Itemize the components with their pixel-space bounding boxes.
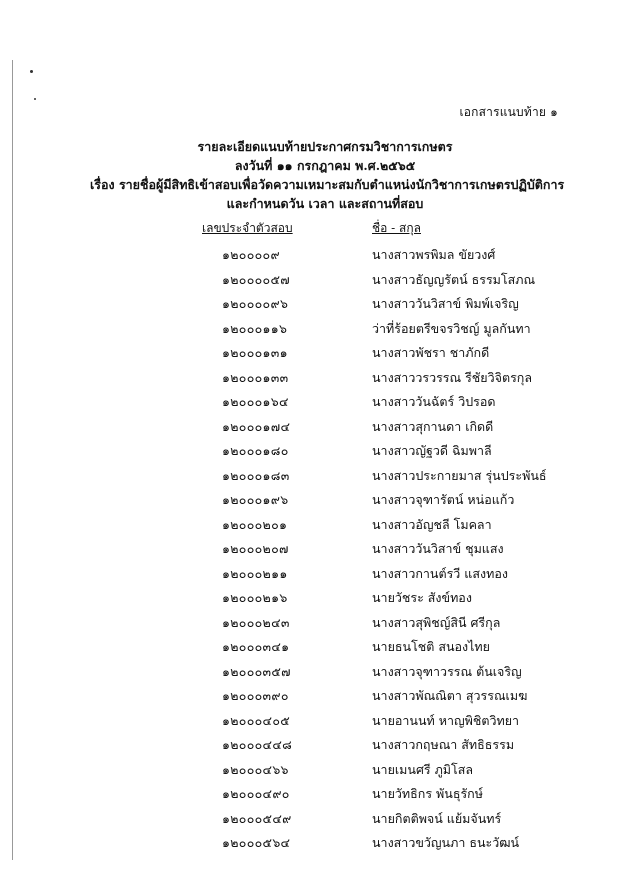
candidate-name: นางสาวอัญชลี โมคลา: [372, 516, 492, 532]
exam-code: ๑๒๐๐๐๕๖๔: [222, 835, 291, 850]
exam-code: ๑๒๐๐๐๒๐๗: [222, 541, 289, 556]
exam-code: ๑๒๐๐๐๒๔๓: [222, 614, 290, 630]
list-item: [0, 662, 632, 687]
exam-code: ๑๒๐๐๐๔๙๐: [222, 786, 290, 801]
candidate-name: นายวัทธิกร พันธุรักษ์: [372, 786, 483, 801]
list-item: [0, 809, 632, 834]
header-line: รายละเอียดแนบท้ายประกาศกรมวิชาการเกษตร: [197, 139, 453, 154]
candidate-name: นางสาวสุกานดา เกิดดี: [372, 418, 494, 434]
exam-code: ๑๒๐๐๐๒๐๑: [222, 516, 288, 532]
exam-code: ๑๒๐๐๐๑๙๖: [222, 492, 289, 507]
candidate-name: นางสาวญัฐวดี ฉิมพาลี: [372, 443, 492, 458]
list-item: [0, 294, 632, 319]
list-item: [0, 711, 632, 736]
candidate-name: นางสาววรวรรณ รีชัยวิจิตรกุล: [372, 369, 533, 385]
candidate-name: นายวัชระ สังข์ทอง: [372, 590, 472, 605]
candidate-name: นางสาววันฉัตร์ วิปรอด: [372, 394, 496, 409]
candidate-name: นางสาวจุฑารัตน์ หน่อแก้ว: [372, 492, 515, 507]
list-item: [0, 270, 632, 295]
exam-code: ๑๒๐๐๐๓๙๐: [222, 688, 289, 703]
list-item: [0, 343, 632, 368]
candidate-name: นางสาวพรพิมล ขัยวงศ์: [372, 247, 496, 262]
candidate-name: ว่าที่ร้อยตรีขจรวิชญ์ มูลกันทา: [372, 320, 531, 336]
exam-code: ๑๒๐๐๐๑๑๖: [222, 320, 288, 336]
list-item: [0, 760, 632, 785]
exam-code: ๑๒๐๐๐๒๑๑: [222, 565, 288, 581]
exam-code: ๑๒๐๐๐๒๑๖: [222, 590, 288, 605]
candidate-name: นางสาววันวิสาข์ ชุมแสง: [372, 541, 504, 556]
candidate-name: นายธนโชติ สนองไทย: [372, 639, 490, 654]
list-item: [0, 490, 632, 515]
exam-code: ๑๒๐๐๐๑๗๔: [222, 418, 291, 434]
header-line: และกำหนดวัน เวลา และสถานที่สอบ: [226, 196, 424, 211]
candidate-name: นายเมนศรี ภูมิโสล: [372, 761, 474, 777]
exam-code: ๑๒๐๐๐๔๔๘: [222, 737, 293, 752]
column-header-code: เลขประจำตัวสอบ: [202, 221, 293, 235]
list-item: [0, 368, 632, 393]
candidate-name: นางสาวสุพิชญ์สินี ศรีกุล: [372, 614, 501, 630]
candidate-name: นางสาวประกายมาส รุ่นประพันธ์: [372, 467, 547, 483]
exam-code: ๑๒๐๐๐๑๖๔: [222, 394, 289, 409]
list-item: [0, 784, 632, 809]
exam-code: ๑๒๐๐๐๔๐๕: [222, 712, 291, 728]
candidate-name: นางสาวกฤษณา สัทธิธรรม: [372, 737, 515, 752]
list-item: [0, 686, 632, 711]
candidate-name: นางสาวพัชรา ชาภักดี: [372, 345, 490, 360]
exam-code: ๑๒๐๐๐๐๙: [222, 247, 280, 262]
candidate-name: นางสาวขวัญนภา ธนะวัฒน์: [372, 835, 520, 850]
candidate-name: นางสาวธัญญรัตน์ ธรรมโสภณ: [372, 271, 536, 287]
header-line: ลงวันที่ ๑๑ กรกฎาคม พ.ศ.๒๕๖๕: [234, 158, 416, 173]
candidate-list: [0, 245, 632, 858]
annex-label: เอกสารแนบท้าย ๑: [459, 105, 558, 119]
list-item: [0, 539, 632, 564]
scan-speck: [34, 98, 36, 100]
list-item: [0, 417, 632, 442]
list-item: [0, 833, 632, 858]
candidate-name: นางสาววันวิสาข์ พิมพ์เจริญ: [372, 296, 519, 311]
list-item: [0, 564, 632, 589]
list-item: [0, 245, 632, 270]
list-item: [0, 441, 632, 466]
list-item: [0, 735, 632, 760]
list-item: [0, 637, 632, 662]
exam-code: ๑๒๐๐๐๑๘๓: [222, 467, 290, 483]
list-item: [0, 466, 632, 491]
exam-code: ๑๒๐๐๐๓๔๑: [222, 639, 290, 654]
list-item: [0, 392, 632, 417]
candidate-name: นางสาวกานต์รวี แสงทอง: [372, 565, 508, 581]
list-item: [0, 613, 632, 638]
exam-code: ๑๒๐๐๐๕๔๙: [222, 810, 292, 826]
candidate-name: นางสาวจุฑาวรรณ ต้นเจริญ: [372, 663, 522, 679]
list-item: [0, 588, 632, 613]
candidate-name: นายกิตติพจน์ แย้มจันทร์: [372, 810, 502, 826]
exam-code: ๑๒๐๐๐๑๘๐: [222, 443, 289, 458]
candidate-name: นายอานนท์ หาญพิชิตวิทยา: [372, 712, 520, 728]
exam-code: ๑๒๐๐๐๔๖๖: [222, 761, 289, 777]
header-line: เรื่อง รายชื่อผู้มีสิทธิเข้าสอบเพื่อวัดความเหมาะสมกับตำแหน่งนักวิชาการเกษตรปฏิบัติการ: [90, 177, 565, 192]
column-header-name: ชื่อ - สกุล: [372, 221, 421, 235]
list-item: [0, 319, 632, 344]
exam-code: ๑๒๐๐๐๐๕๗: [222, 271, 290, 287]
exam-code: ๑๒๐๐๐๓๕๗: [222, 663, 291, 679]
candidate-name: นางสาวพัณณิตา สุวรรณเมฆ: [372, 688, 528, 703]
exam-code: ๑๒๐๐๐๑๓๑: [222, 345, 288, 360]
scan-speck: [30, 70, 33, 73]
list-item: [0, 515, 632, 540]
exam-code: ๑๒๐๐๐๐๙๖: [222, 296, 289, 311]
exam-code: ๑๒๐๐๐๑๓๓: [222, 369, 289, 385]
document-header: [90, 137, 565, 213]
